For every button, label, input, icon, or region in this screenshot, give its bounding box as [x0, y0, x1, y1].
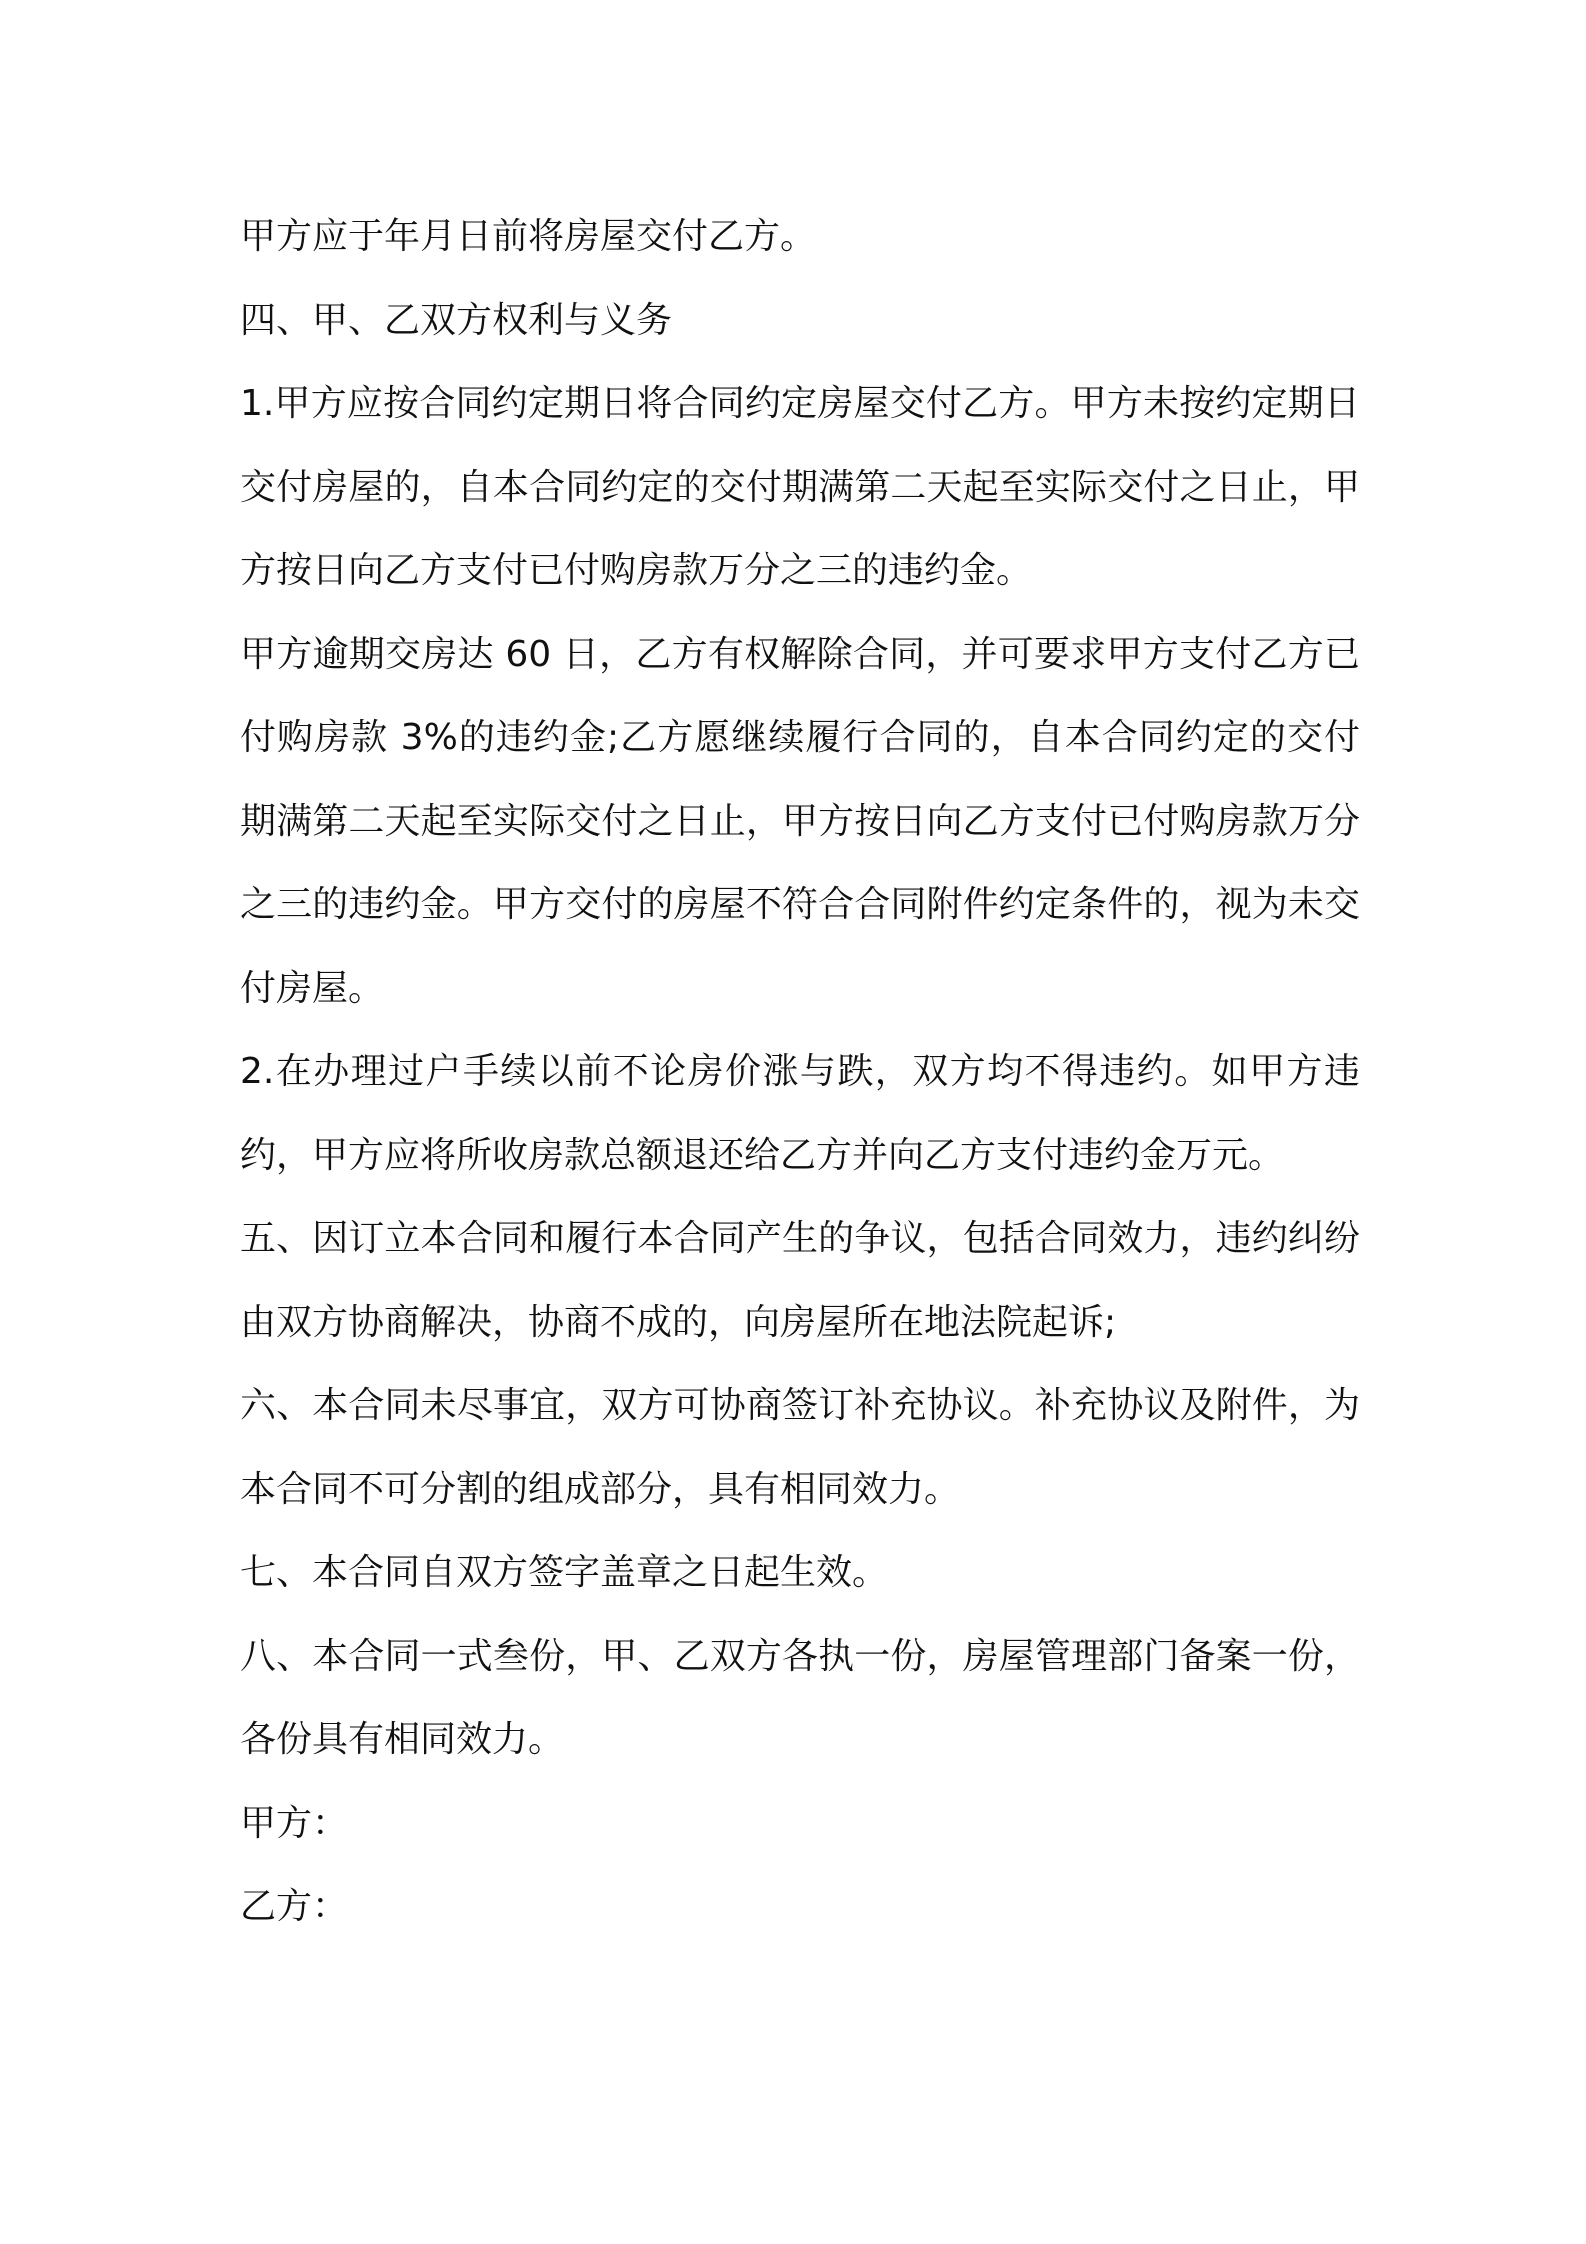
paragraph-delivery-date: 甲方应于年月日前将房屋交付乙方。 — [240, 216, 817, 257]
paragraph-overdue-delivery: 甲方逾期交房达 60 日，乙方有权解除合同，并可要求甲方支付乙方已付购房款 3%的违约金;乙方愿继续履行合同的，自本合同约定的交付期满第二天起至实际交付之日止，甲方按日向乙方支付已付购房款万分之三的违约金。甲方交付的房屋不符合合同附件约定条件的，视为未交付房屋。 — [240, 633, 1360, 1009]
paragraph-section-8-copies: 八、本合同一式叁份，甲、乙双方各执一份，房屋管理部门备案一份，各份具有相同效力。 — [240, 1635, 1360, 1760]
paragraph-clause-2: 2.在办理过户手续以前不论房价涨与跌，双方均不得违约。如甲方违约，甲方应将所收房款总额退还给乙方并向乙方支付违约金万元。 — [240, 1051, 1360, 1176]
signature-party-b: 乙方： — [240, 1886, 349, 1927]
paragraph-section-5-disputes: 五、因订立本合同和履行本合同产生的争议，包括合同效力，违约纠纷由双方协商解决，协商不成的，向房屋所在地法院起诉; — [240, 1218, 1360, 1343]
signature-party-a: 甲方： — [240, 1802, 349, 1844]
paragraph-clause-1: 1.甲方应按合同约定期日将合同约定房屋交付乙方。甲方未按约定期日交付房屋的，自本合同约定的交付期满第二天起至实际交付之日止，甲方按日向乙方支付已付购房款万分之三的违约金。 — [240, 383, 1360, 591]
paragraph-section-7-effective: 七、本合同自双方签字盖章之日起生效。 — [240, 1552, 889, 1593]
document-body — [240, 195, 1360, 1949]
section-heading-rights-obligations: 四、甲、乙双方权利与义务 — [240, 299, 673, 341]
paragraph-section-6-supplement: 六、本合同未尽事宜，双方可协商签订补充协议。补充协议及附件，为本合同不可分割的组成部分，具有相同效力。 — [240, 1385, 1360, 1510]
